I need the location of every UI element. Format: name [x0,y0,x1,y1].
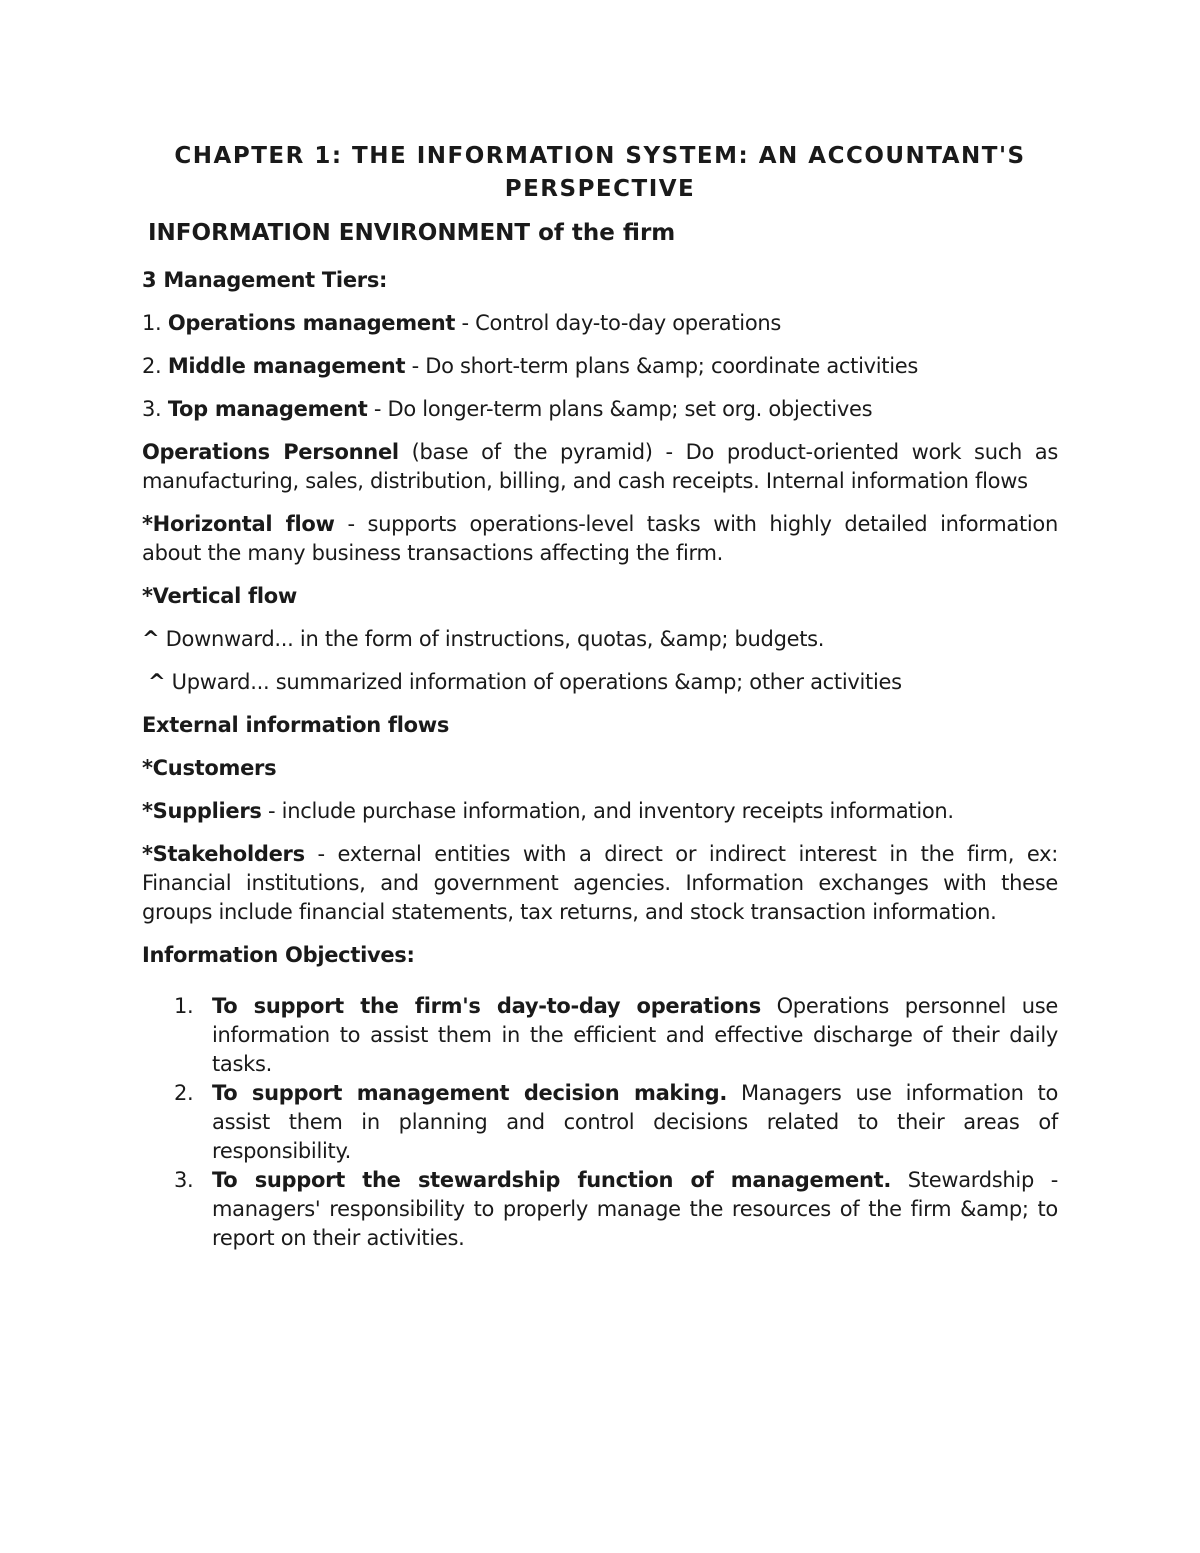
objective-number: 1. [174,994,194,1018]
upward-flow-item [142,668,1058,697]
objective-description: Managers use information to assist them in planning and control decisions related to their areas of responsibility. [212,1081,1058,1163]
tier-number: 3. [142,397,168,421]
vertical-flow-heading [142,582,1058,611]
operations-personnel-paragraph [142,438,1058,496]
objective-item-3 [142,1166,1058,1253]
section-heading-bold: INFORMATION ENVIRONMENT [148,220,531,246]
tier-term: Top management [167,397,368,421]
external-flows-heading-text: External information flows [142,713,450,737]
objectives-heading [142,941,1058,970]
tier-term: Middle management [167,354,406,378]
caret-icon: ^ [148,670,166,694]
caret-icon: ^ [142,627,160,651]
objective-description: Stewardship - managers' responsibility to properly manage the resources of the firm &amp; to report on their activities. [212,1168,1058,1250]
objective-item-2 [142,1079,1058,1166]
operations-personnel-description: (base of the pyramid) - Do product-oriented work such as manufacturing, sales, distribution, billing, and cash receipts. Internal information flows [142,440,1058,493]
chapter-title [142,140,1058,206]
tier-term: Operations management [167,311,456,335]
stakeholders-description: - external entities with a direct or indirect interest in the firm, ex: Financial institutions, and government agencies. Information exchanges with these groups include financial statements, tax returns, and stock transaction information. [142,842,1058,924]
tier-description: - Control day-to-day operations [455,311,782,335]
horizontal-flow-term: *Horizontal flow [142,512,335,536]
tier-description: - Do longer-term plans &amp; set org. objectives [367,397,873,421]
objective-term: To support the firm's day-to-day operations [212,994,761,1018]
operations-personnel-term: Operations Personnel [142,440,399,464]
tiers-heading [142,266,1058,295]
tier-number: 1. [142,311,168,335]
tier-description: - Do short-term plans &amp; coordinate activities [405,354,918,378]
vertical-flow-heading-text: *Vertical flow [142,584,298,608]
horizontal-flow-description: - supports operations-level tasks with highly detailed information about the many business transactions affecting the firm. [142,512,1058,565]
customers-item [142,754,1058,783]
external-flows-heading [142,711,1058,740]
objective-description: Operations personnel use information to assist them in the efficient and effective discharge of their daily tasks. [212,994,1058,1076]
objectives-list [142,992,1058,1253]
suppliers-description: - include purchase information, and inventory receipts information. [261,799,954,823]
tier-number: 2. [142,354,168,378]
chapter-title-line-1: CHAPTER 1: THE INFORMATION SYSTEM: AN ACCOUNTANT'S [174,143,1026,169]
tier-item-3 [142,395,1058,424]
upward-flow-text: Upward... summarized information of operations &amp; other activities [165,670,902,694]
customers-term: *Customers [142,756,277,780]
downward-flow-text: Downward... in the form of instructions, quotas, &amp; budgets. [159,627,825,651]
horizontal-flow-paragraph [142,510,1058,568]
section-heading [148,218,1058,248]
tier-item-2 [142,352,1058,381]
tier-item-1 [142,309,1058,338]
objective-item-1 [142,992,1058,1079]
section-heading-rest: of the firm [530,220,676,246]
objective-term: To support the stewardship function of management. [212,1168,892,1192]
chapter-title-line-2: PERSPECTIVE [504,176,696,202]
stakeholders-paragraph [142,840,1058,927]
objectives-heading-text: Information Objectives: [142,943,415,967]
downward-flow-item [142,625,1058,654]
objective-number: 3. [174,1168,194,1192]
suppliers-item [142,797,1058,826]
suppliers-term: *Suppliers [142,799,262,823]
objective-number: 2. [174,1081,194,1105]
stakeholders-term: *Stakeholders [142,842,305,866]
document-page [142,140,1058,1253]
objective-term: To support management decision making. [212,1081,728,1105]
tiers-heading-text: 3 Management Tiers: [142,268,388,292]
